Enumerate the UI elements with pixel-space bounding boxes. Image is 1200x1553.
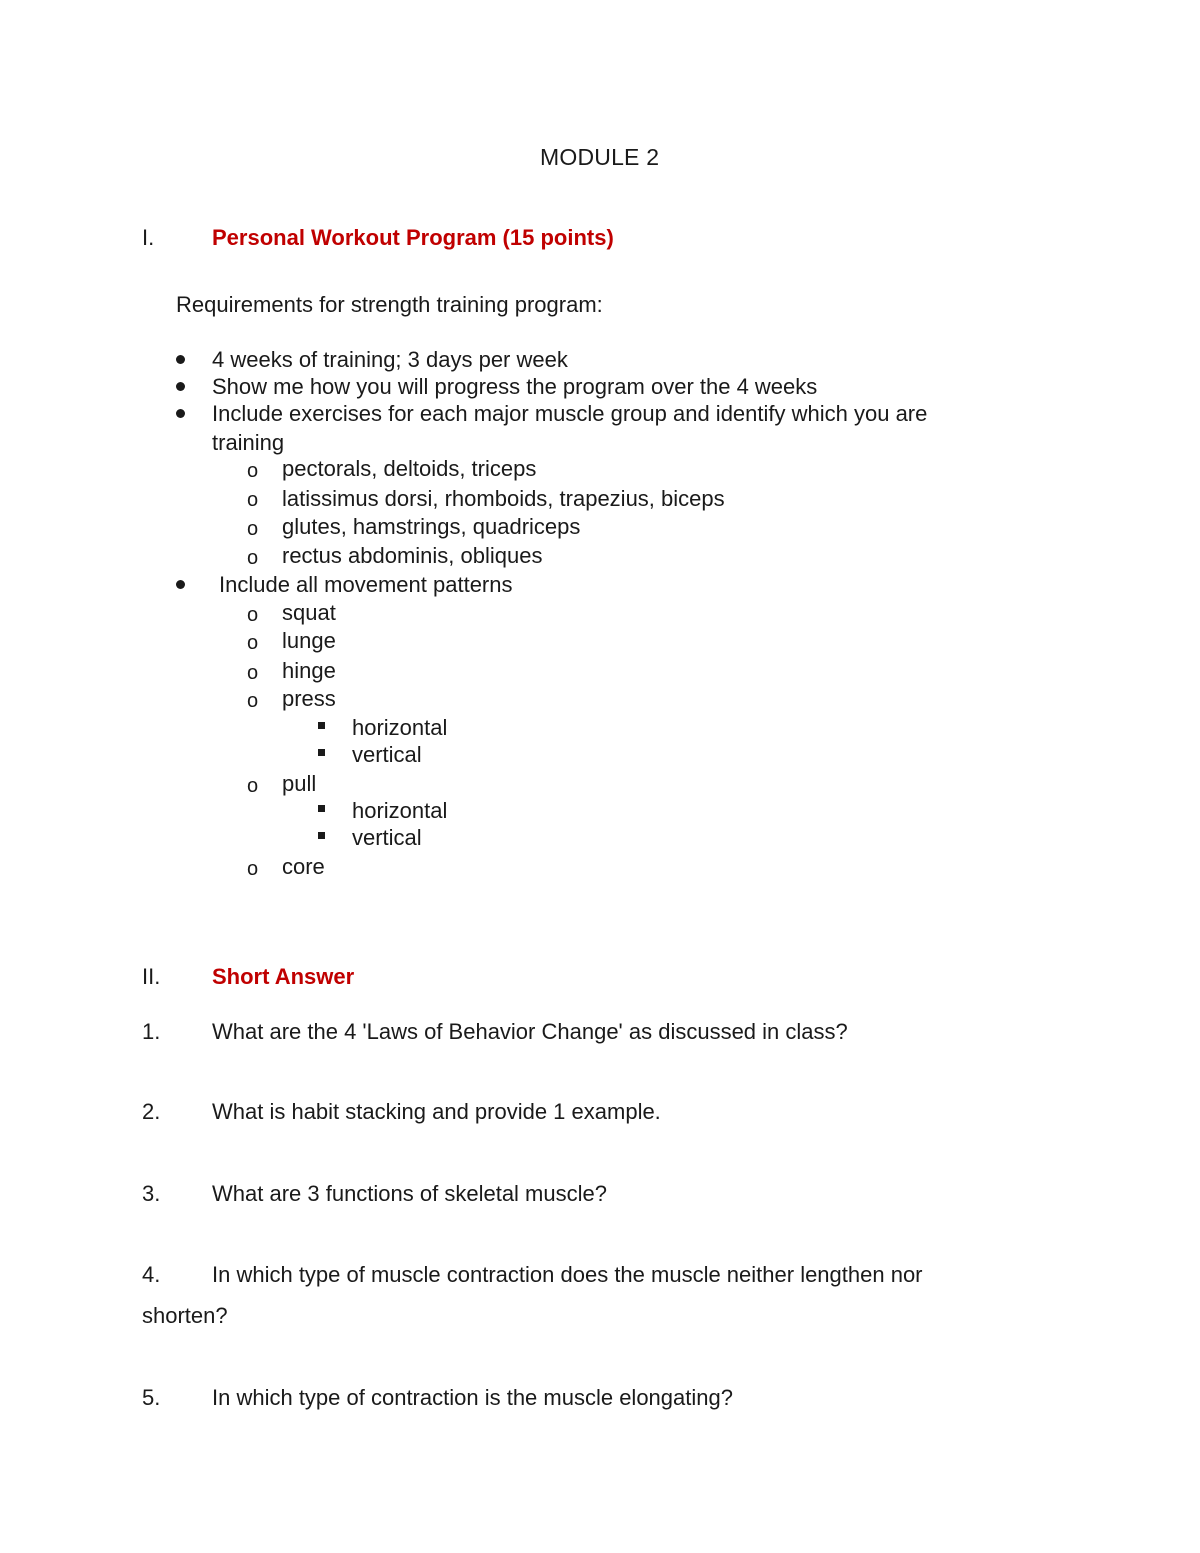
question-text: What are 3 functions of skeletal muscle?	[212, 1181, 607, 1206]
bullet-dot-icon	[176, 580, 185, 589]
question-number: 4.	[142, 1262, 161, 1287]
sub-bullet-marker: o	[247, 460, 259, 482]
question-number: 5.	[142, 1385, 161, 1410]
sub-bullet-marker: o	[247, 518, 259, 540]
square-bullet-icon	[318, 832, 325, 839]
requirements-intro: Requirements for strength training program:	[176, 292, 603, 317]
question-number: 3.	[142, 1181, 161, 1206]
muscle-group-item: pectorals, deltoids, triceps	[282, 456, 537, 481]
press-horizontal: horizontal	[352, 715, 448, 740]
section-1-heading: Personal Workout Program (15 points)	[212, 225, 614, 250]
pattern-lunge: lunge	[282, 628, 336, 653]
muscle-group-item: rectus abdominis, obliques	[282, 543, 543, 568]
pull-vertical: vertical	[352, 825, 422, 850]
pattern-squat: squat	[282, 600, 336, 625]
sub-bullet-marker: o	[247, 775, 259, 797]
bullet-item: 4 weeks of training; 3 days per week	[212, 347, 568, 372]
square-bullet-icon	[318, 805, 325, 812]
sub-bullet-marker: o	[247, 632, 259, 654]
page-title: MODULE 2	[540, 144, 660, 170]
muscle-group-item: glutes, hamstrings, quadriceps	[282, 514, 581, 539]
question-text: In which type of muscle contraction does the muscle neither lengthen nor	[212, 1262, 923, 1287]
square-bullet-icon	[318, 749, 325, 756]
pull-horizontal: horizontal	[352, 798, 448, 823]
question-text: What is habit stacking and provide 1 example.	[212, 1099, 661, 1124]
sub-bullet-marker: o	[247, 604, 259, 626]
bullet-dot-icon	[176, 409, 185, 418]
question-number: 2.	[142, 1099, 161, 1124]
question-number: 1.	[142, 1019, 161, 1044]
bullet-item: Include exercises for each major muscle group and identify which you are	[212, 401, 928, 426]
bullet-item: Show me how you will progress the program over the 4 weeks	[212, 374, 818, 399]
sub-bullet-marker: o	[247, 690, 259, 712]
section-1-number: I.	[142, 225, 155, 250]
question-text-continued: shorten?	[142, 1303, 228, 1328]
section-2-heading: Short Answer	[212, 964, 355, 989]
square-bullet-icon	[318, 722, 325, 729]
question-text: In which type of contraction is the muscle elongating?	[212, 1385, 733, 1410]
muscle-group-item: latissimus dorsi, rhomboids, trapezius, biceps	[282, 486, 725, 511]
sub-bullet-marker: o	[247, 547, 259, 569]
bullet-dot-icon	[176, 355, 185, 364]
bullet-dot-icon	[176, 382, 185, 391]
sub-bullet-marker: o	[247, 662, 259, 684]
pattern-press: press	[282, 686, 336, 711]
sub-bullet-marker: o	[247, 489, 259, 511]
sub-bullet-marker: o	[247, 858, 259, 880]
press-vertical: vertical	[352, 742, 422, 767]
bullet-item-continued: training	[212, 430, 285, 455]
pattern-hinge: hinge	[282, 658, 336, 683]
pattern-pull: pull	[282, 771, 317, 796]
bullet-item: Include all movement patterns	[219, 572, 513, 597]
pattern-core: core	[282, 854, 325, 879]
question-text: What are the 4 'Laws of Behavior Change' as discussed in class?	[212, 1019, 848, 1044]
section-2-number: II.	[142, 964, 161, 989]
